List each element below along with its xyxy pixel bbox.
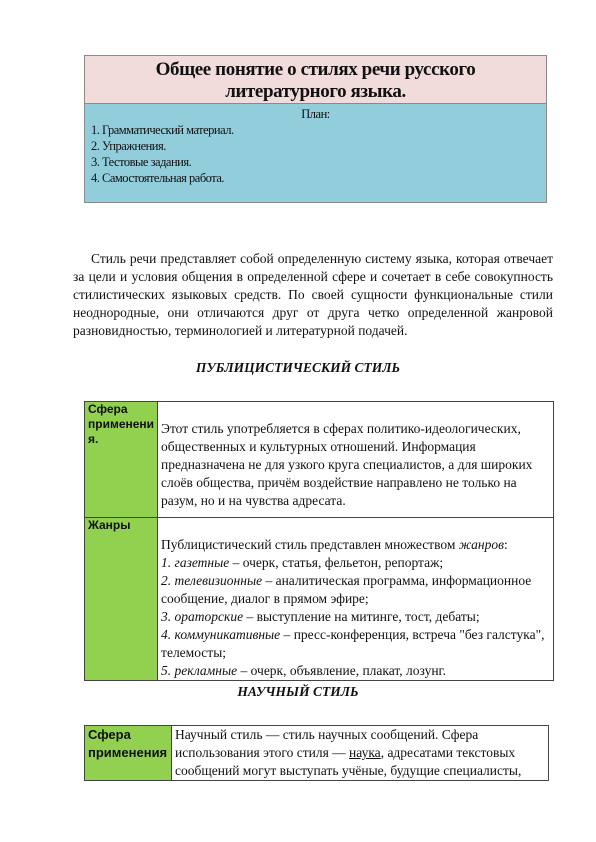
lesson-title	[85, 56, 546, 104]
genres-label: Жанры	[85, 518, 158, 681]
list-item: 1. газетные – очерк, статья, фельетон, репортаж;	[161, 555, 444, 570]
title-line-2: литературного языка.	[225, 81, 406, 102]
publicistic-heading: ПУБЛИЦИСТИЧЕСКИЙ СТИЛЬ	[195, 360, 401, 375]
table-row	[85, 518, 554, 681]
scientific-sphere-label: Сфера применения	[85, 726, 172, 781]
title-line-1: Общее понятие о стилях речи русского	[155, 59, 476, 80]
sphere-label: Сфера применени я.	[85, 402, 158, 518]
plan-item: 3. Тестовые задания.	[91, 155, 192, 169]
list-item: 3. ораторские – выступление на митинге, тост, дебаты;	[161, 609, 480, 624]
list-item: 5. рекламные – очерк, объявление, плакат, лозунг.	[161, 663, 446, 678]
genres-intro: Публицистический стиль представлен множеством жанров:	[161, 537, 508, 552]
scientific-heading: НАУЧНЫЙ СТИЛЬ	[237, 684, 359, 699]
genres-cell	[158, 518, 554, 681]
table-row	[85, 726, 549, 781]
plan-item: 1. Грамматический материал.	[91, 123, 234, 137]
plan-title: План:	[301, 107, 330, 121]
lesson-header-box	[84, 55, 547, 203]
plan-section	[85, 104, 546, 202]
intro-paragraph: Стиль речи представляет собой определенную систему языка, которая отвечает за цели и условия общения в определенной сфере и сочетает в себе совокупность стилистических языковых средств. По своей сущности функциональные стили неоднородные, они отличаются друг от друга четко определенной жанровой разновидностью, терминологией и литературной подачей.	[73, 251, 553, 338]
nauka-link[interactable]: наука	[349, 745, 381, 760]
publicistic-table	[84, 401, 554, 681]
table-row	[85, 402, 554, 518]
scientific-sphere-text: Научный стиль — стиль научных сообщений. Сфера использования этого стиля — наука, адресатами текстовых сообщений могут выступать учёные, будущие специалисты,	[172, 726, 549, 781]
list-item: 2. телевизионные – аналитическая программа, информационное сообщение, диалог в прямом эфире;	[161, 573, 532, 606]
sphere-text: Этот стиль употребляется в сферах политико-идеологических, общественных и культурных отношений. Информация предназначена не для узкого круга специалистов, а для широких слоёв общества, причём воздействие направлено не только на разум, но и на чувства адресата.	[158, 402, 554, 518]
plan-item: 4. Самостоятельная работа.	[91, 171, 225, 185]
list-item: 4. коммуникативные – пресс-конференция, встреча "без галстука", телемосты;	[161, 627, 545, 660]
scientific-table	[84, 725, 549, 781]
plan-item: 2. Упражнения.	[91, 139, 166, 153]
